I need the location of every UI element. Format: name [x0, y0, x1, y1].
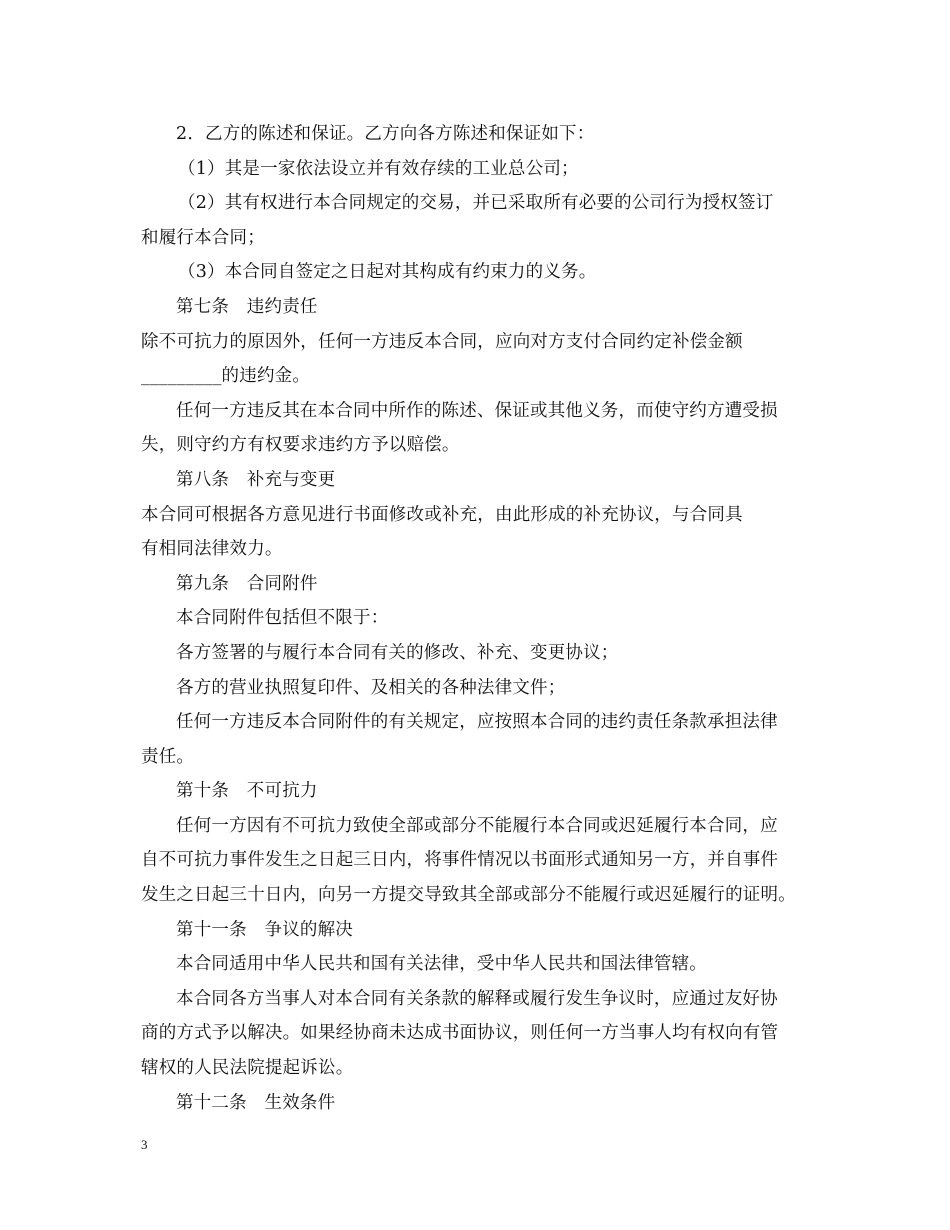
document-body: [141, 117, 826, 1120]
clause-6-2-item-2-cont: 和履行本合同；: [141, 227, 265, 248]
article-9-paragraph: 任何一方违反本合同附件的有关规定，应按照本合同的违约责任条款承担法律: [176, 712, 778, 733]
article-8-paragraph-cont: 有相同法律效力。: [141, 539, 283, 560]
article-7-paragraph-2-cont: 失，则守约方有权要求违约方予以赔偿。: [141, 435, 460, 456]
clause-6-2-item-2: （2）其有权进行本合同规定的交易，并已采取所有必要的公司行为授权签订: [178, 193, 774, 214]
article-9-intro: 本合同附件包括但不限于：: [176, 608, 389, 629]
page-number: 3: [141, 1137, 148, 1152]
article-7-paragraph-2: 任何一方违反其在本合同中所作的陈述、保证或其他义务，而使守约方遭受损: [176, 400, 778, 421]
article-11-paragraph-2-cont-1: 商的方式予以解决。如果经协商未达成书面协议，则任何一方当事人均有权向有管: [141, 1023, 779, 1044]
article-9-item-1: 各方签署的与履行本合同有关的修改、补充、变更协议；: [176, 642, 619, 663]
clause-6-2-item-1: （1）其是一家依法设立并有效存续的工业总公司；: [178, 158, 579, 179]
article-9-title: 第九条 合同附件: [176, 573, 318, 594]
clause-6-2-item-3: （3）本合同自签定之日起对其构成有约束力的义务。: [178, 262, 597, 283]
article-9-item-2: 各方的营业执照复印件、及相关的各种法律文件；: [176, 677, 566, 698]
article-8-title: 第八条 补充与变更: [176, 469, 336, 490]
article-12-title: 第十二条 生效条件: [176, 1092, 336, 1113]
article-11-paragraph-2: 本合同各方当事人对本合同有关条款的解释或履行发生争议时，应通过友好协: [176, 988, 778, 1009]
article-11-title: 第十一条 争议的解决: [176, 919, 353, 940]
article-10-paragraph-cont-2: 发生之日起三十日内，向另一方提交导致其全部或部分不能履行或迟延履行的证明。: [141, 885, 796, 906]
article-10-paragraph-cont-1: 自不可抗力事件发生之日起三日内，将事件情况以书面形式通知另一方，并自事件: [141, 850, 779, 871]
article-10-paragraph: 任何一方因有不可抗力致使全部或部分不能履行本合同或迟延履行本合同，应: [176, 815, 778, 836]
article-8-paragraph: 本合同可根据各方意见进行书面修改或补充，由此形成的补充协议，与合同具: [141, 504, 743, 525]
article-9-paragraph-cont: 责任。: [141, 746, 195, 767]
article-11-paragraph-1: 本合同适用中华人民共和国有关法律，受中华人民共和国法律管辖。: [176, 954, 707, 975]
article-7-paragraph-1: 除不可抗力的原因外，任何一方违反本合同，应向对方支付合同约定补偿金额: [141, 331, 743, 352]
article-11-paragraph-2-cont-2: 辖权的人民法院提起诉讼。: [141, 1058, 354, 1079]
article-10-title: 第十条 不可抗力: [176, 781, 318, 802]
article-7-title: 第七条 违约责任: [176, 296, 318, 317]
clause-6-2-heading: 2．乙方的陈述和保证。乙方向各方陈述和保证如下：: [176, 124, 595, 144]
article-7-paragraph-1-cont: _________的违约金。: [141, 366, 311, 387]
